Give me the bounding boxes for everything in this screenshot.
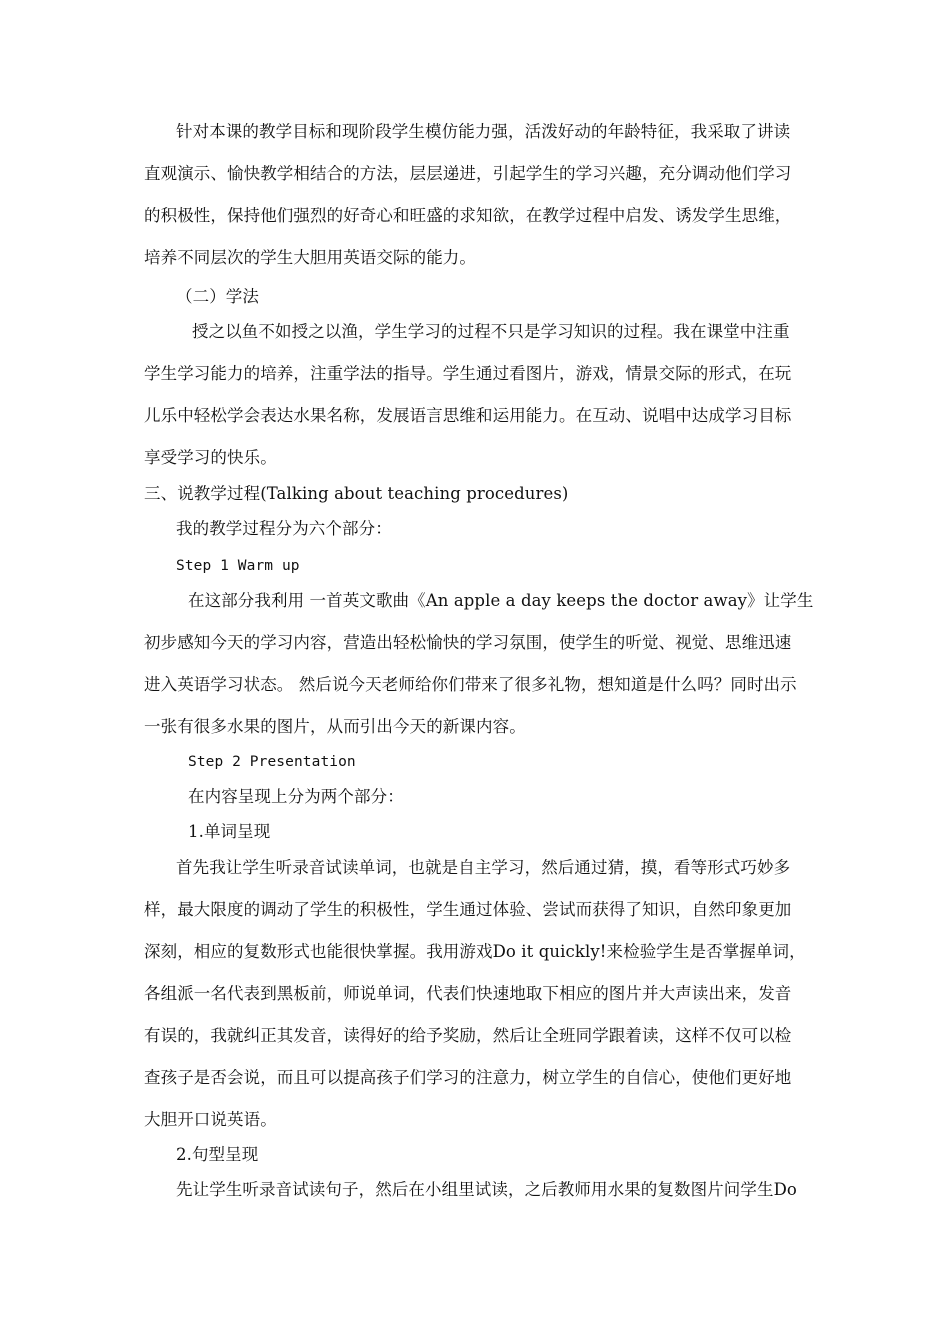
paragraph-line: 大胆开口说英语。 — [144, 1110, 277, 1129]
paragraph-line: 初步感知今天的学习内容，营造出轻松愉快的学习氛围，使学生的听觉、视觉、思维迅速 — [144, 633, 792, 652]
paragraph-line: 在这部分我利用 一首英文歌曲《An apple a day keeps the doctor away》让学生 — [188, 591, 814, 610]
step-1-title: Step 1 Warm up — [176, 558, 300, 574]
section-heading-xuefa: （二）学法 — [176, 287, 259, 306]
paragraph-line: 样，最大限度的调动了学生的积极性，学生通过体验、尝试而获得了知识，自然印象更加 — [144, 900, 792, 919]
paragraph-line: 深刻，相应的复数形式也能很快掌握。我用游戏Do it quickly!来检验学生是否掌握单词， — [144, 942, 806, 961]
paragraph-line: 先让学生听录音试读句子，然后在小组里试读，之后教师用水果的复数图片问学生Do — [176, 1180, 797, 1199]
paragraph-line: 在内容呈现上分为两个部分： — [188, 787, 404, 806]
paragraph-line: 针对本课的教学目标和现阶段学生模仿能力强，活泼好动的年龄特征，我采取了讲读 — [176, 122, 791, 141]
paragraph-line: 查孩子是否会说，而且可以提高孩子们学习的注意力，树立学生的自信心，使他们更好地 — [144, 1068, 792, 1087]
paragraph-line: 培养不同层次的学生大胆用英语交际的能力。 — [144, 248, 476, 267]
paragraph-line: 授之以鱼不如授之以渔，学生学习的过程不只是学习知识的过程。我在课堂中注重 — [192, 322, 790, 341]
subsection-title-words: 1.单词呈现 — [188, 822, 271, 841]
subsection-title-sentences: 2.句型呈现 — [176, 1145, 259, 1164]
paragraph-line: 各组派一名代表到黑板前，师说单词，代表们快速地取下相应的图片并大声读出来，发音 — [144, 984, 792, 1003]
paragraph-line: 我的教学过程分为六个部分： — [176, 519, 392, 538]
section-heading-teaching-procedures: 三、说教学过程(Talking about teaching procedures) — [144, 484, 569, 503]
paragraph-line: 享受学习的快乐。 — [144, 448, 277, 467]
paragraph-line: 一张有很多水果的图片，从而引出今天的新课内容。 — [144, 717, 526, 736]
paragraph-line: 的积极性，保持他们强烈的好奇心和旺盛的求知欲，在教学过程中启发、诱发学生思维， — [144, 206, 792, 225]
paragraph-line: 学生学习能力的培养，注重学法的指导。学生通过看图片，游戏，情景交际的形式，在玩 — [144, 364, 792, 383]
paragraph-line: 直观演示、愉快教学相结合的方法，层层递进，引起学生的学习兴趣，充分调动他们学习 — [144, 164, 792, 183]
step-2-title: Step 2 Presentation — [188, 754, 356, 770]
paragraph-line: 进入英语学习状态。 然后说今天老师给你们带来了很多礼物，想知道是什么吗？同时出示 — [144, 675, 797, 694]
paragraph-line: 首先我让学生听录音试读单词，也就是自主学习，然后通过猜，摸，看等形式巧妙多 — [176, 858, 791, 877]
paragraph-line: 有误的，我就纠正其发音，读得好的给予奖励，然后让全班同学跟着读，这样不仅可以检 — [144, 1026, 792, 1045]
paragraph-line: 儿乐中轻松学会表达水果名称，发展语言思维和运用能力。在互动、说唱中达成学习目标 — [144, 406, 792, 425]
